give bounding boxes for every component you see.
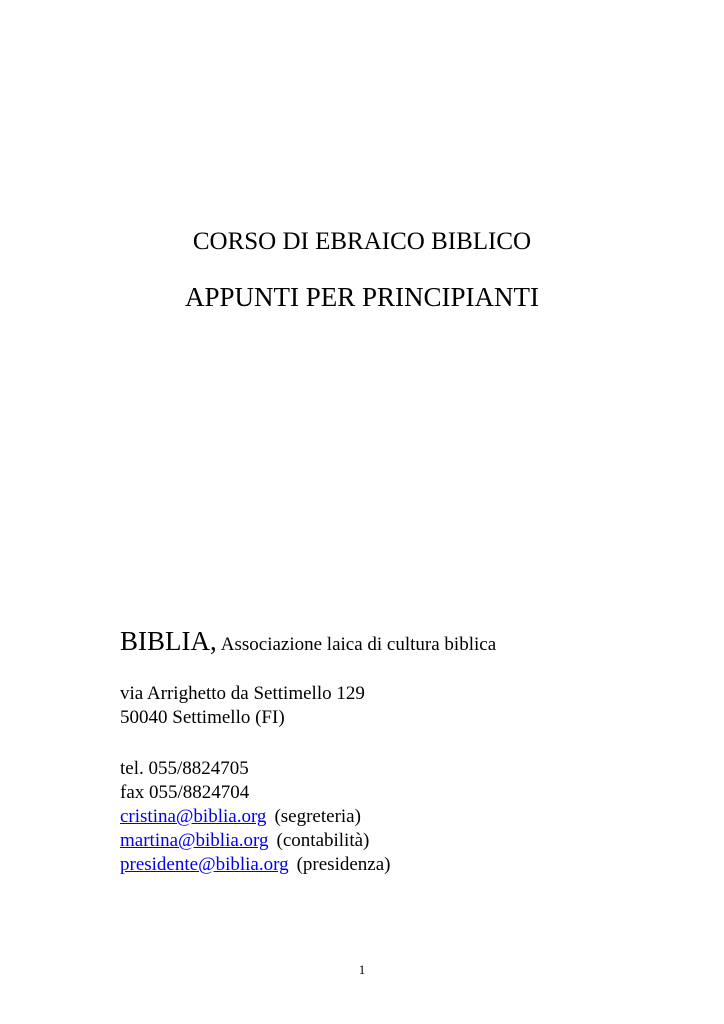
email-role-contabilita: (contabilità) xyxy=(276,830,370,851)
phone-number: tel. 055/8824705 xyxy=(120,758,249,779)
organization-name: BIBLIA, xyxy=(120,626,217,656)
email-role-segreteria: (segreteria) xyxy=(274,806,361,827)
fax-number: fax 055/8824704 xyxy=(120,782,250,803)
email-role-presidenza: (presidenza) xyxy=(296,854,391,875)
organization-description: Associazione laica di cultura biblica xyxy=(220,634,497,655)
email-link-cristina[interactable]: cristina@biblia.org xyxy=(120,806,267,827)
address-block xyxy=(120,682,365,730)
document-subtitle: APPUNTI PER PRINCIPIANTI xyxy=(184,282,540,312)
email-row-segreteria xyxy=(120,805,390,829)
contacts-block xyxy=(120,757,390,877)
email-row-contabilita xyxy=(120,829,390,853)
page-number: 1 xyxy=(358,962,366,977)
document-title: CORSO DI EBRAICO BIBLICO xyxy=(192,228,532,255)
address-city: 50040 Settimello (FI) xyxy=(120,707,285,728)
email-link-martina[interactable]: martina@biblia.org xyxy=(120,830,269,851)
email-link-presidente[interactable]: presidente@biblia.org xyxy=(120,854,289,875)
organization-heading xyxy=(120,624,496,662)
address-street: via Arrighetto da Settimello 129 xyxy=(120,683,365,704)
email-row-presidenza xyxy=(120,853,390,877)
